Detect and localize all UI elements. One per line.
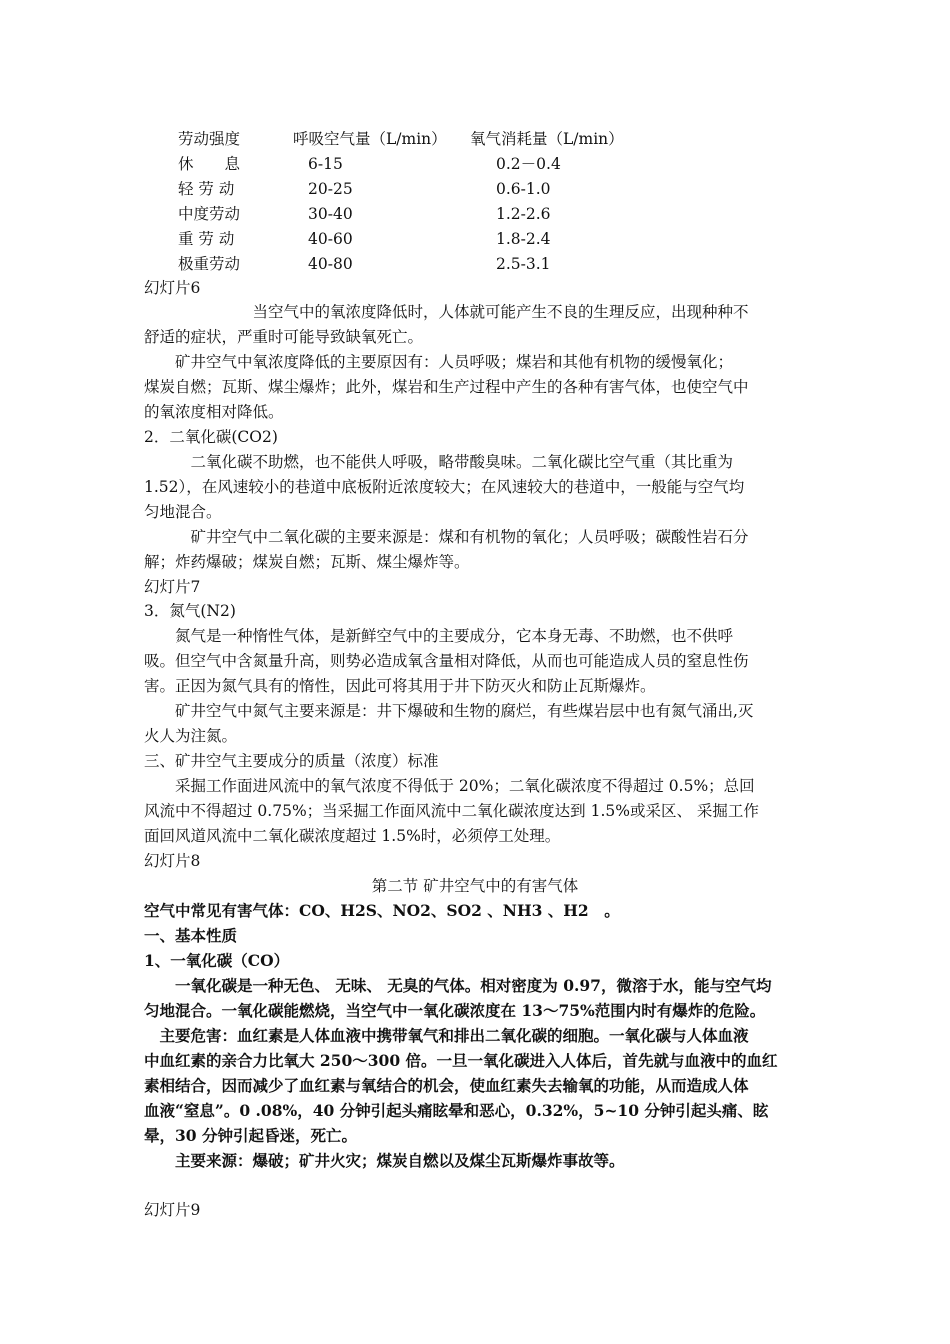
section-heading: 三、矿井空气主要成分的质量（浓度）标准 <box>144 752 439 770</box>
table-row <box>178 202 778 226</box>
table-header-cell: 劳动强度 <box>178 130 241 148</box>
table-cell: 休 息 <box>178 155 241 173</box>
paragraph-line: 主要危害：血红素是人体血液中携带氧气和排出二氧化碳的细胞。一氧化碳与人体血液 <box>144 1026 749 1045</box>
table-cell: 0.6-1.0 <box>496 180 551 198</box>
paragraph-line: 矿井空气中氧浓度降低的主要原因有：人员呼吸；煤岩和其他有机物的缓慢氧化； <box>144 353 734 371</box>
table-cell: 30-40 <box>308 205 353 223</box>
paragraph-line: 矿井空气中氮气主要来源是：井下爆破和生物的腐烂，有些煤岩层中也有氮气涌出,灭 <box>144 702 754 720</box>
slide-marker: 幻灯片8 <box>144 852 201 870</box>
table-header-cell: 呼吸空气量（L/min） <box>293 130 447 148</box>
table-header <box>178 127 778 151</box>
table-cell: 40-60 <box>308 230 353 248</box>
table-row <box>178 252 778 276</box>
slide-marker: 幻灯片7 <box>144 578 201 596</box>
section-heading: 一、基本性质 <box>144 926 238 945</box>
paragraph-line: 血液“窒息”。0 .08%，40 分钟引起头痛眩晕和恶心，0.32%，5~10 分钟引起头痛、眩 <box>144 1101 769 1120</box>
paragraph-line: 吸。但空气中含氮量升高，则势必造成氧含量相对降低，从而也可能造成人员的窒息性伤 <box>144 652 749 670</box>
paragraph-line: 匀地混合。 <box>144 503 222 521</box>
table-cell: 轻 劳 动 <box>178 180 235 198</box>
table-header-cell: 氧气消耗量（L/min） <box>470 130 624 148</box>
table-cell: 40-80 <box>308 255 353 273</box>
paragraph-line: 空气中常见有害气体：CO、H2S、NO2、SO2 、NH3 、H2 。 <box>144 901 620 920</box>
paragraph-line: 舒适的症状，严重时可能导致缺氧死亡。 <box>144 328 424 346</box>
paragraph-line: 一氧化碳是一种无色、 无味、 无臭的气体。相对密度为 0.97，微溶于水，能与空气均 <box>144 976 772 995</box>
paragraph-line: 素相结合，因而减少了血红素与氧结合的机会，使血红素失去输氧的功能，从而造成人体 <box>144 1076 749 1095</box>
paragraph-line: 的氧浓度相对降低。 <box>144 403 284 421</box>
paragraph-line: 煤炭自燃；瓦斯、煤尘爆炸；此外，煤岩和生产过程中产生的各种有害气体，也使空气中 <box>144 378 749 396</box>
paragraph-line: 主要来源：爆破；矿井火灾；煤炭自燃以及煤尘瓦斯爆炸事故等。 <box>144 1151 625 1170</box>
table-cell: 6-15 <box>308 155 343 173</box>
table-cell: 中度劳动 <box>178 205 241 223</box>
table-row <box>178 152 778 176</box>
slide-marker: 幻灯片6 <box>144 279 201 297</box>
paragraph-line: 风流中不得超过 0.75%；当采掘工作面风流中二氧化碳浓度达到 1.5%或采区、 采掘工作 <box>144 802 759 820</box>
table-cell: 重 劳 动 <box>178 230 235 248</box>
section-heading: 3．氮气(N2) <box>144 602 236 620</box>
paragraph-line: 面回风道风流中二氧化碳浓度超过 1.5%时，必须停工处理。 <box>144 827 561 845</box>
section-title: 第二节 矿井空气中的有害气体 <box>371 877 579 895</box>
paragraph-line: 二氧化碳不助燃，也不能供人呼吸，略带酸臭味。二氧化碳比空气重（其比重为 <box>144 453 734 471</box>
table-row <box>178 177 778 201</box>
paragraph-line: 氮气是一种惰性气体，是新鲜空气中的主要成分，它本身无毒、不助燃，也不供呼 <box>144 627 734 645</box>
section-heading: 1、一氧化碳（CO） <box>144 951 290 970</box>
paragraph-line: 解；炸药爆破；煤炭自燃；瓦斯、煤尘爆炸等。 <box>144 553 470 571</box>
table-cell: 1.2-2.6 <box>496 205 551 223</box>
paragraph-line: 匀地混合。一氧化碳能燃烧，当空气中一氧化碳浓度在 13～75%范围内时有爆炸的危险。 <box>144 1001 766 1020</box>
paragraph-line: 当空气中的氧浓度降低时，人体就可能产生不良的生理反应，出现种种不 <box>144 303 749 321</box>
slide-marker: 幻灯片9 <box>144 1201 201 1219</box>
table-cell: 2.5-3.1 <box>496 255 551 273</box>
paragraph-line: 采掘工作面进风流中的氧气浓度不得低于 20%；二氧化碳浓度不得超过 0.5%；总回 <box>144 777 755 795</box>
paragraph-line: 1.52），在风速较小的巷道中底板附近浓度较大；在风速较大的巷道中，一般能与空气均 <box>144 478 745 496</box>
table-cell: 1.8-2.4 <box>496 230 551 248</box>
paragraph-line: 中血红素的亲合力比氧大 250～300 倍。一旦一氧化碳进入人体后，首先就与血液中的血红 <box>144 1051 778 1070</box>
table-cell: 极重劳动 <box>178 255 241 273</box>
paragraph-line: 火人为注氮。 <box>144 727 238 745</box>
section-heading: 2．二氧化碳(CO2) <box>144 428 278 446</box>
paragraph-line: 害。正因为氮气具有的惰性，因此可将其用于井下防灭火和防止瓦斯爆炸。 <box>144 677 656 695</box>
table-row <box>178 227 778 251</box>
table-cell: 20-25 <box>308 180 353 198</box>
paragraph-line: 矿井空气中二氧化碳的主要来源是：煤和有机物的氧化；人员呼吸；碳酸性岩石分 <box>144 528 749 546</box>
table-cell: 0.2－0.4 <box>496 155 561 173</box>
paragraph-line: 晕，30 分钟引起昏迷，死亡。 <box>144 1126 357 1145</box>
